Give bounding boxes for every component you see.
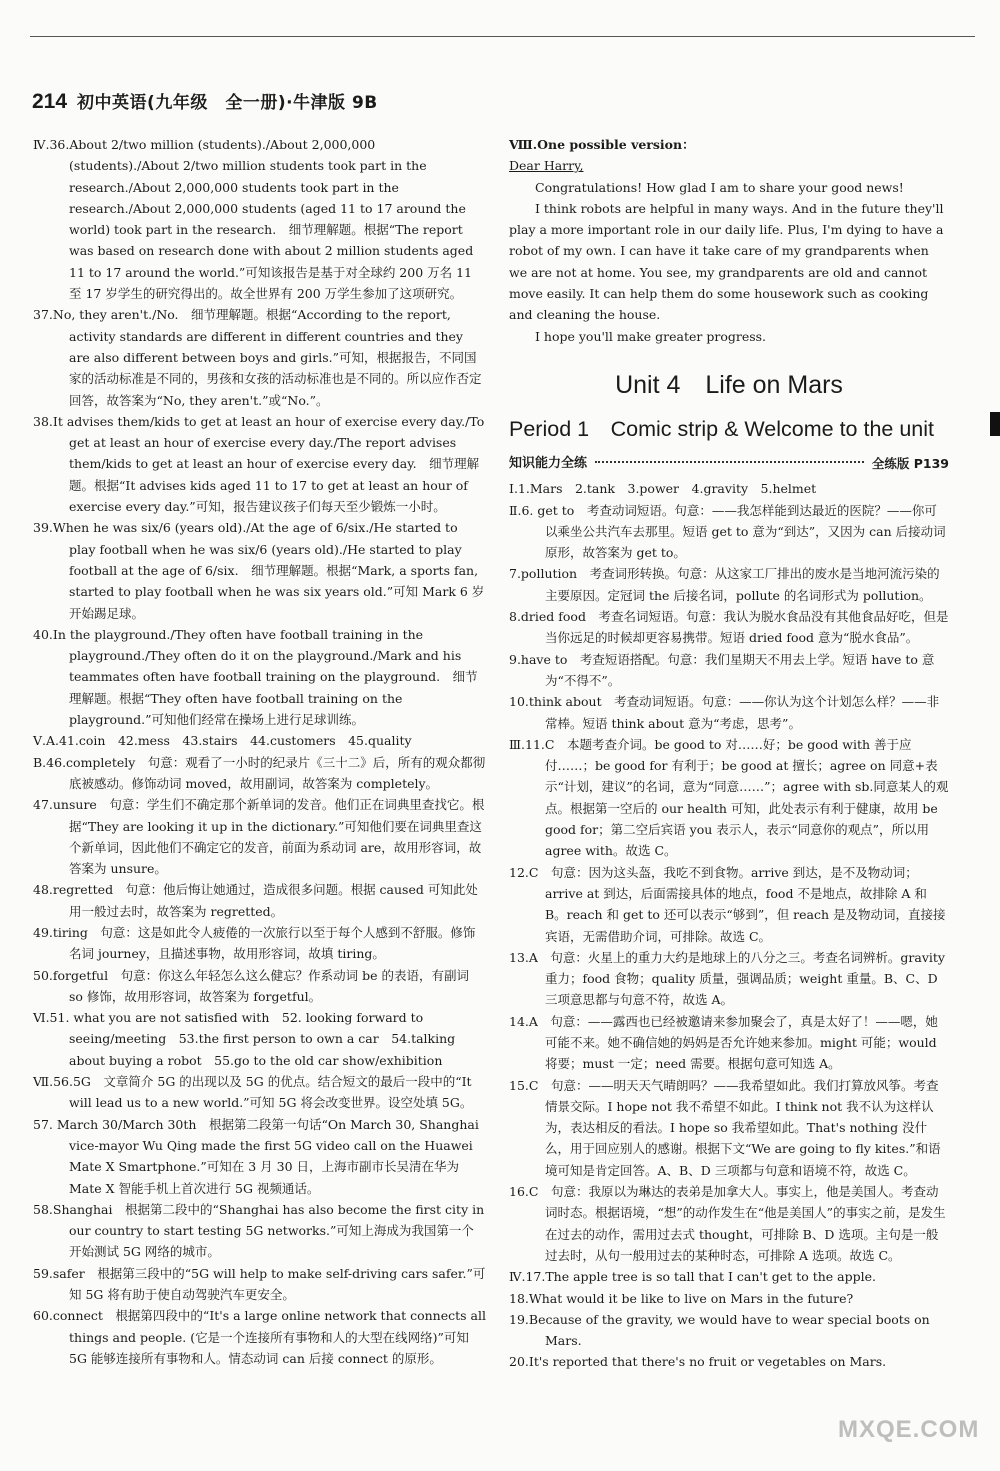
answer-item: 59.safer 根据第三段中的“5G will help to make self-driving cars safer.”可知 5G 将有助于使自动驾驶汽车更安全。: [33, 1265, 486, 1303]
answer-item: 49.tiring 句意：这是如此令人疲倦的一次旅行以至于每个人感到不舒服。修饰名词 journey，且描述事物，故用形容词，故填 tiring。: [33, 924, 476, 962]
answer-item: 19.Because of the gravity, we would have to wear special boots on Mars.: [509, 1311, 930, 1349]
section-reference: 全练版 P139: [871, 455, 949, 471]
sample-letter: [509, 134, 949, 347]
letter-paragraph: Congratulations! How glad I am to share your good news!: [535, 179, 904, 195]
answer-item: 38.It advises them/kids to get at least an hour of exercise every day./To get at least an hour of exercise every day./The report advises them/kids to get at least an hour of exercise every day. 细节理解题。根据“It advises kids aged 11 to 17 to get at least an hour of exercise every day.”可知，报告建议孩子们每天至少锻炼一小时。: [33, 413, 485, 515]
answer-item: 12.C 句意：因为这头盔，我吃不到食物。arrive 到达，是不及物动词；arrive at 到达，后面需接具体的地点，food 不是地点，故排除 A 和 B。reach 和 get to 还可以表示“够到”，但 reach 是及物动词，直接接宾语，无需借助介词，可排除。故选 C。: [509, 864, 946, 944]
answer-item: 7.pollution 考查词形转换。句意：从这家工厂排出的废水是当地河流污染的主要原因。定冠词 the 后接名词，pollute 的名词形式为 pollution。: [509, 566, 940, 603]
letter-greeting: Dear Harry,: [509, 158, 584, 174]
answer-item: 57. March 30/March 30th 根据第二段第一句话“On March 30, Shanghai vice-mayor Wu Qing made the first 5G video call on the Huawei Mate X Smartphone.”可知在 3 月 30 日，上海市副市长吴清在华为 Mate X 智能手机上首次进行 5G 视频通话。: [33, 1116, 479, 1196]
unit-title: Unit 4 Life on Mars: [615, 370, 843, 399]
section-title: 知识能力全练: [509, 455, 588, 471]
right-column: [509, 134, 949, 1373]
page-edge-tab: [990, 412, 1000, 436]
answer-item: 40.In the playground./They often have football training in the playground./They often do it on the playground./Mark and his teammates often have football training on the playground. 细节理解题。根据“They often have football training on the playground.”可知他们经常在操场上进行足球训练。: [33, 626, 478, 728]
answer-item: 39.When he was six/6 (years old)./At the age of 6/six./He started to play football when he was six/6 (years old)./He started to play football at the age of 6/six. 细节理解题。根据“Mark, a sports fan, started to play football when he was six years old.”可知 Mark 6 岁开始踢足球。: [33, 520, 485, 621]
answer-item: 37.No, they aren't./No. 细节理解题。根据“According to the report, activity standards are different in different countries and they are also different between boys and girls.”可知，根据报告，不同国家的活动标准是不同的，男孩和女孩的活动标准也是不同的。所以应作否定回答，故答案为“No, they aren't.”或“No.”。: [33, 307, 482, 408]
answer-item: Ⅱ.6. get to 考查动词短语。句意：——我怎样能到达最近的医院？——你可以乘坐公共汽车去那里。短语 get to 意为“到达”，又因为 can 后接动词原形，故答案为 get to。: [509, 502, 946, 561]
answer-item: 10.think about 考查动词短语。句意：——你认为这个计划怎么样？——非常棒。短语 think about 意为“考虑，思考”。: [509, 694, 940, 731]
answer-item: Ⅲ.11.C 本题考查介词。be good to 对……好；be good with 善于应付……；be good for 有利于；be good at 擅长；agree on 同意+表示“计划，建议”的名词，意为“同意……”；agree with sb.同意某人的观点。根据第一空后的 our health 可知，此处表示有利于健康，故用 be good for；第二空后宾语 you 表示人，表示“同意你的观点”，所以用 agree with。故选 C。: [509, 736, 949, 859]
page-number: 214: [32, 90, 68, 113]
answer-item: 60.connect 根据第四段中的“It's a large online network that connects all things and people. (它是一个连接所有事物和人的大型在线网络)”可知 5G 能够连接所有事物和人。情态动词 can 后接 connect 的原形。: [33, 1308, 486, 1366]
letter-paragraph: I think robots are helpful in many ways. And in the future they'll play a more important role in our daily life. Plus, I'm dying to have a robot of my own. I can have it take care of my grandparents when we are not at home. You see, my grandparents are old and cannot move easily. It can help them do some housework such as cooking and cleaning the house.: [509, 200, 944, 323]
answer-item: 9.have to 考查短语搭配。句意：我们星期天不用去上学。短语 have to 意为“不得不”。: [509, 651, 935, 688]
letter-heading: Ⅷ.One possible version：: [509, 137, 695, 152]
answer-item: 14.A 句意：——露西也已经被邀请来参加聚会了，真是太好了！——嗯，她可能不来。她不确信她的妈妈是否允许她来参加。might 可能；would 将要；must 一定；need 需要。根据句意可知选 A。: [509, 1013, 938, 1072]
answer-item: 13.A 句意：火星上的重力大约是地球上的八分之三。考查名词辨析。gravity 重力；food 食物；quality 质量，强调品质；weight 重量。B、C、D 三项意思都与句意不符，故选 A。: [509, 949, 945, 1008]
answer-item: 48.regretted 句意：他后悔让她通过，造成很多问题。根据 caused 可知此处用一般过去时，故答案为 regretted。: [33, 882, 478, 919]
answer-item: 20.It's reported that there's no fruit or vegetables on Mars.: [509, 1354, 887, 1370]
watermark: MXQE.COM: [838, 1416, 980, 1443]
answer-item: 50.forgetful 句意：你这么年轻怎么这么健忘？作系动词 be 的表语，有副词 so 修饰，故用形容词，故答案为 forgetful。: [33, 967, 469, 1004]
answer-item: 18.What would it be like to live on Mars in the future?: [509, 1290, 854, 1306]
answer-item: Ⅶ.56.5G 文章简介 5G 的出现以及 5G 的优点。结合短文的最后一段中的“It will lead us to a new world.”可知 5G 将会改变世界。设空处填 5G。: [33, 1074, 473, 1111]
answer-item: 47.unsure 句意：学生们不确定那个新单词的发音。他们正在词典里查找它。根据“They are looking it up in the dictionary.”可知他们要在词典里查这个新单词，因此他们不确定它的发音，前面为系动词 are，故用形容词，故答案为 unsure。: [33, 797, 485, 877]
answer-item: Ⅵ.51. what you are not satisfied with 52. looking forward to seeing/meeting 53.the first person to own a car 54.talking about buying a robot 55.go to the old car show/exhibition: [33, 1010, 456, 1068]
letter-paragraph: I hope you'll make greater progress.: [535, 328, 767, 344]
answer-item: Ⅰ.1.Mars 2.tank 3.power 4.gravity 5.helmet: [509, 481, 817, 497]
answer-item: Ⅳ.17.The apple tree is so tall that I can't get to the apple.: [509, 1269, 876, 1285]
answer-item: Ⅳ.36.About 2/two million (students)./About 2,000,000 (students)./About 2/two million students took part in the research./About 2,000,000 students took part in the research./About 2,000,000 students (aged 11 to 17 around the world) took part in the research. 细节理解题。根据“The report was based on research done with about 2 million students aged 11 to 17 around the world.”可知该报告是基于对全球约 200 万名 11 至 17 岁学生的研究得出的。故全世界有 200 万学生参加了这项研究。: [33, 137, 474, 302]
page-header: [32, 88, 378, 114]
book-title: 初中英语(九年级 全一册)·牛津版 9B: [77, 93, 378, 113]
left-column: [33, 134, 486, 1369]
answer-item: Ⅴ.A.41.coin 42.mess 43.stairs 44.customers 45.quality: [33, 733, 412, 749]
section-header: [509, 453, 949, 474]
leader-dots: [595, 461, 864, 463]
answer-item: 15.C 句意：——明天天气晴朗吗？——我希望如此。我们打算放风筝。考查情景交际。I hope not 我不希望不如此。I think not 我不认为这样认为，表达相反的看法。I hope so 我希望如此。That's nothing 没什么，用于回应别人的感谢。根据下文“We are going to fly kites.”和语境可知是肯定回答。A、B、D 三项都与句意和语境不符，故选 C。: [509, 1077, 941, 1178]
answer-item: 58.Shanghai 根据第二段中的“Shanghai has also become the first city in our country to start testing 5G networks.”可知上海成为我国第一个开始测试 5G 网络的城市。: [33, 1201, 485, 1260]
answer-item: 16.C 句意：我原以为琳达的表弟是加拿大人。事实上，他是美国人。考查动词时态。根据语境，“想”的动作发生在“他是美国人”的事实之前，是发生在过去的动作，需用过去式 thought，可排除 B、D 选项。主句是一般过去时，从句一般用过去的某种时态，可排除 A 选项。故选 C。: [509, 1184, 946, 1263]
top-rule: [30, 36, 975, 37]
answer-item: 8.dried food 考查名词短语。句意：我认为脱水食品没有其他食品好吃，但是当你远足的时候却更容易携带。短语 dried food 意为“脱水食品”。: [509, 609, 949, 646]
period-title: Period 1 Comic strip & Welcome to the unit: [509, 416, 934, 441]
answer-item: B.46.completely 句意：观看了一小时的纪录片《三十二》后，所有的观众都彻底被感动。修饰动词 moved，故用副词，故答案为 completely。: [33, 754, 486, 791]
